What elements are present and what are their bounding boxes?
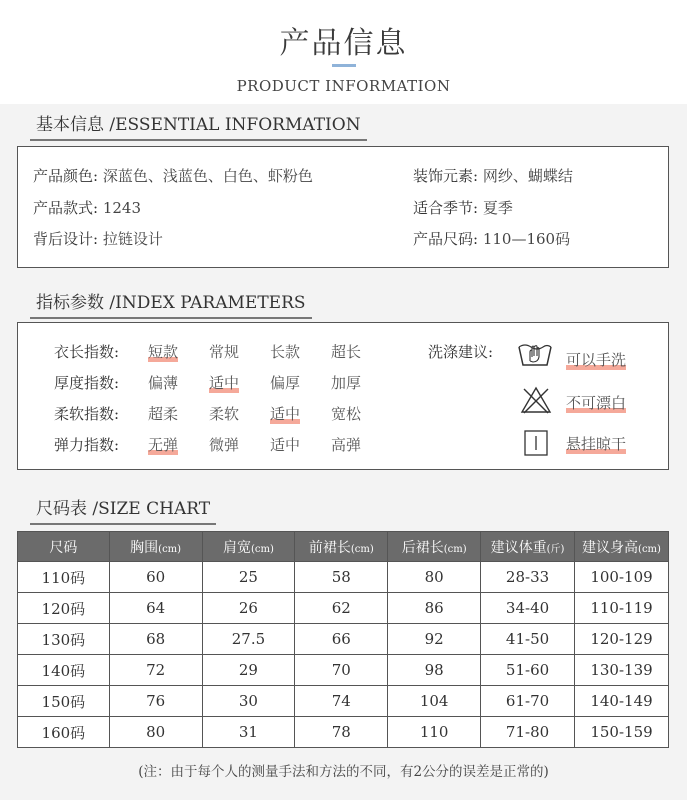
table-cell: 110 <box>388 717 481 748</box>
index-option: 偏厚 <box>270 374 301 392</box>
table-cell: 130码 <box>18 624 110 655</box>
table-cell: 66 <box>295 624 388 655</box>
no-bleach-icon <box>520 385 552 419</box>
index-option-selected: 无弹 <box>148 436 179 454</box>
hang-dry-icon <box>523 429 549 461</box>
info-size-range <box>413 228 570 249</box>
table-cell: 30 <box>202 686 295 717</box>
essential-info-box <box>17 146 669 268</box>
index-row-label: 弹力指数: <box>54 436 120 454</box>
column-name: 肩宽 <box>222 539 251 556</box>
table-cell: 29 <box>202 655 295 686</box>
column-name: 前裙长 <box>308 539 351 556</box>
column-name: 胸围 <box>130 539 159 556</box>
size-chart-heading: 尺码表 /SIZE CHART <box>30 494 216 525</box>
table-row <box>18 686 669 717</box>
info-style-value: 1243 <box>102 199 142 217</box>
table-cell: 160码 <box>18 717 110 748</box>
table-cell: 120-129 <box>575 624 669 655</box>
table-row <box>18 593 669 624</box>
table-cell: 80 <box>388 562 481 593</box>
info-decoration-value: 网纱、蝴蝶结 <box>482 167 573 185</box>
essential-heading: 基本信息 /ESSENTIAL INFORMATION <box>30 110 367 141</box>
column-unit: (cm) <box>250 543 274 555</box>
size-chart-table <box>17 531 669 748</box>
info-style <box>33 197 141 218</box>
index-option-selected: 短款 <box>148 343 179 361</box>
table-cell: 110码 <box>18 562 110 593</box>
size-chart-column-header <box>575 532 669 562</box>
table-cell: 100-109 <box>575 562 669 593</box>
table-cell: 92 <box>388 624 481 655</box>
table-cell: 25 <box>202 562 295 593</box>
index-option: 长款 <box>270 343 301 361</box>
table-cell: 150-159 <box>575 717 669 748</box>
info-color-label: 产品颜色: <box>33 167 99 185</box>
table-row <box>18 717 669 748</box>
column-unit: (cm) <box>350 543 374 555</box>
info-color-value: 深蓝色、浅蓝色、白色、虾粉色 <box>102 167 313 185</box>
table-cell: 76 <box>109 686 202 717</box>
index-option: 加厚 <box>331 374 362 392</box>
table-cell: 64 <box>109 593 202 624</box>
index-row-label: 柔软指数: <box>54 405 120 423</box>
table-cell: 31 <box>202 717 295 748</box>
info-decoration <box>413 165 573 186</box>
index-option: 柔软 <box>209 405 240 423</box>
table-cell: 61-70 <box>481 686 575 717</box>
size-chart-column-header <box>109 532 202 562</box>
info-color <box>33 165 313 186</box>
info-back-design <box>33 228 163 249</box>
page-subtitle: PRODUCT INFORMATION <box>236 77 451 95</box>
table-cell: 68 <box>109 624 202 655</box>
table-cell: 104 <box>388 686 481 717</box>
table-cell: 70 <box>295 655 388 686</box>
table-cell: 58 <box>295 562 388 593</box>
table-cell: 140码 <box>18 655 110 686</box>
table-cell: 78 <box>295 717 388 748</box>
size-chart-footnote: (注：由于每个人的测量手法和方法的不同，有2公分的误差是正常的) <box>138 764 549 780</box>
column-name: 后裙长 <box>401 539 444 556</box>
table-cell: 41-50 <box>481 624 575 655</box>
table-cell: 98 <box>388 655 481 686</box>
index-option: 偏薄 <box>148 374 179 392</box>
index-option: 适中 <box>270 436 301 454</box>
info-size-range-label: 产品尺码: <box>413 230 479 248</box>
size-chart-header-row <box>18 532 669 562</box>
table-cell: 74 <box>295 686 388 717</box>
column-unit: (斤) <box>546 543 565 555</box>
table-cell: 72 <box>109 655 202 686</box>
page-title: 产品信息 <box>279 26 408 61</box>
index-option-selected: 适中 <box>209 374 240 392</box>
table-cell: 120码 <box>18 593 110 624</box>
index-option: 宽松 <box>331 405 362 423</box>
table-cell: 51-60 <box>481 655 575 686</box>
index-heading: 指标参数 /INDEX PARAMETERS <box>30 288 312 319</box>
table-cell: 26 <box>202 593 295 624</box>
table-cell: 62 <box>295 593 388 624</box>
column-name: 建议身高 <box>582 539 639 556</box>
content-area <box>0 104 687 800</box>
care-label: 洗涤建议: <box>428 343 494 361</box>
info-season-value: 夏季 <box>482 199 513 217</box>
table-cell: 27.5 <box>202 624 295 655</box>
index-params-box <box>17 322 669 470</box>
title-accent-line <box>332 64 356 67</box>
size-chart-column-header <box>202 532 295 562</box>
index-option: 高弹 <box>331 436 362 454</box>
table-cell: 34-40 <box>481 593 575 624</box>
size-chart-column-header <box>481 532 575 562</box>
info-style-label: 产品款式: <box>33 199 99 217</box>
size-chart-column-header <box>18 532 110 562</box>
column-unit: (cm) <box>158 543 182 555</box>
index-option: 常规 <box>209 343 240 361</box>
info-season-label: 适合季节: <box>413 199 479 217</box>
info-back-design-label: 背后设计: <box>33 230 99 248</box>
table-row <box>18 624 669 655</box>
column-unit: (cm) <box>443 543 467 555</box>
size-chart-body <box>18 562 669 748</box>
table-cell: 80 <box>109 717 202 748</box>
table-cell: 150码 <box>18 686 110 717</box>
table-cell: 60 <box>109 562 202 593</box>
table-cell: 86 <box>388 593 481 624</box>
table-cell: 71-80 <box>481 717 575 748</box>
column-name: 建议体重 <box>490 539 547 556</box>
index-option: 微弹 <box>209 436 240 454</box>
care-text-hang-dry: 悬挂晾干 <box>566 435 627 453</box>
table-row <box>18 655 669 686</box>
table-cell: 28-33 <box>481 562 575 593</box>
index-option: 超长 <box>331 343 362 361</box>
index-row-label: 衣长指数: <box>54 343 120 361</box>
info-decoration-label: 装饰元素: <box>413 167 479 185</box>
column-name: 尺码 <box>49 539 78 556</box>
table-cell: 140-149 <box>575 686 669 717</box>
hand-wash-icon <box>516 339 554 373</box>
table-cell: 110-119 <box>575 593 669 624</box>
info-back-design-value: 拉链设计 <box>102 230 163 248</box>
size-chart-column-header <box>388 532 481 562</box>
index-option: 超柔 <box>148 405 179 423</box>
table-row <box>18 562 669 593</box>
info-size-range-value: 110—160码 <box>482 230 571 248</box>
care-text-hand-wash: 可以手洗 <box>566 351 627 369</box>
page-header <box>0 0 687 104</box>
table-cell: 130-139 <box>575 655 669 686</box>
care-text-no-bleach: 不可漂白 <box>566 394 627 412</box>
index-row-label: 厚度指数: <box>54 374 120 392</box>
index-option-selected: 适中 <box>270 405 301 423</box>
info-season <box>413 197 513 218</box>
size-chart-column-header <box>295 532 388 562</box>
column-unit: (cm) <box>638 543 661 555</box>
